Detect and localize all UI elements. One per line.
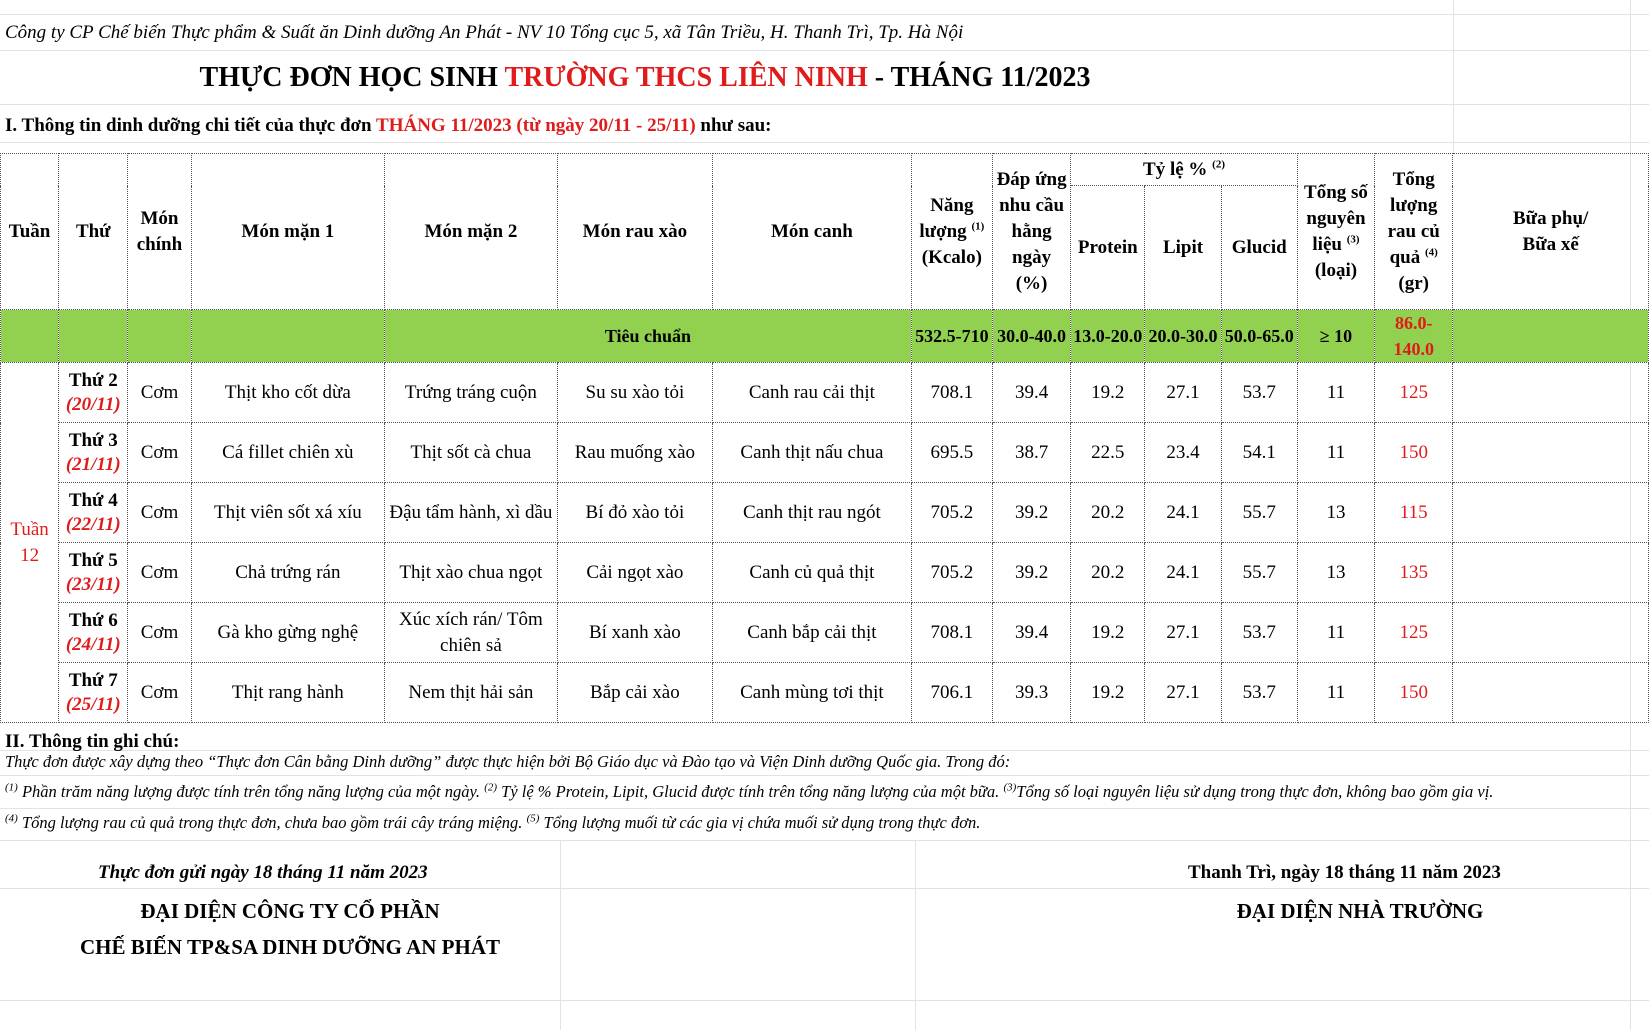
mon-man2-cell: Thịt sốt cà chua [385,423,558,483]
day-date: (20/11) [65,393,121,415]
standard-tong-so: ≥ 10 [1297,310,1374,363]
table-row [1,423,1649,483]
protein-cell: 19.2 [1071,363,1145,423]
tong-so-sup: (3) [1346,233,1360,246]
mon-chinh-cell: Cơm [128,663,191,723]
protein-cell: 19.2 [1071,663,1145,723]
bua-phu-label: Bữa phụ/ [1513,207,1589,229]
mon-canh-cell: Canh mùng tơi thịt [713,663,912,723]
mon-rau-cell: Bắp cải xào [557,663,712,723]
mon-canh-cell: Canh thịt nấu chua [713,423,912,483]
col-header-glucid: Glucid [1221,186,1297,310]
section-1-suffix: như sau: [695,115,772,136]
mon-man2-cell: Xúc xích rán/ Tôm chiên sả [385,603,558,663]
protein-cell: 19.2 [1071,603,1145,663]
nang-luong-unit: (Kcalo) [921,246,982,268]
notes-heading: II. Thông tin ghi chú: [5,731,180,752]
day-name: Thứ 7 [68,669,118,691]
standard-lipit: 20.0-30.0 [1145,310,1221,363]
col-header-thu: Thứ [59,154,128,310]
dap-ung-label: Đáp ứng nhu cầu hằng ngày [996,168,1067,268]
mon-canh-cell: Canh bắp cải thịt [713,603,912,663]
protein-cell: 20.2 [1071,483,1145,543]
tong-so-cell: 11 [1297,663,1374,723]
standard-label: Tiêu chuẩn [385,310,912,363]
nang-luong-cell: 708.1 [911,363,992,423]
glucid-cell: 55.7 [1221,543,1297,603]
tong-so-cell: 13 [1297,543,1374,603]
mon-chinh-cell: Cơm [128,483,191,543]
protein-cell: 22.5 [1071,423,1145,483]
lipit-cell: 24.1 [1145,483,1221,543]
section-1-highlight: THÁNG 11/2023 (từ ngày 20/11 - 25/11) [376,115,696,136]
standard-nang-luong: 532.5-710 [911,310,992,363]
col-header-nang-luong [911,154,992,310]
ty-le-sup: (2) [1212,158,1225,171]
place-date: Thanh Trì, ngày 18 tháng 11 năm 2023 [1188,862,1501,883]
mon-man2-cell: Thịt xào chua ngọt [385,543,558,603]
col-header-tuan: Tuần [1,154,59,310]
mon-man2-cell: Trứng tráng cuộn [385,363,558,423]
standard-protein: 13.0-20.0 [1071,310,1145,363]
col-header-man2: Món mặn 2 [385,154,558,310]
company-rep-line-2: CHẾ BIẾN TP&SA DINH DƯỠNG AN PHÁT [79,935,501,959]
tong-luong-cell: 150 [1375,663,1453,723]
mon-chinh-cell: Cơm [128,423,191,483]
note-line-3: $^{(4)}$ Tổng lượng rau củ quả trong thực đơn, chưa bao gồm trái cây tráng miệng. $^{(5)}$ Tổng lượng muối từ các gia vị chứa muối sử dụng trong thực đơn. [5,812,981,832]
tong-so-unit: (loại) [1314,259,1358,281]
tong-luong-cell: 125 [1375,603,1453,663]
nang-luong-sup: (1) [971,220,985,233]
lipit-cell: 23.4 [1145,423,1221,483]
week-label: Tuần 12 [1,363,59,723]
col-header-protein: Protein [1071,186,1145,310]
table-row [1,483,1649,543]
nang-luong-cell: 708.1 [911,603,992,663]
day-date: (22/11) [65,513,121,535]
glucid-cell: 54.1 [1221,423,1297,483]
day-cell [59,483,128,543]
col-header-ty-le [1071,154,1298,186]
tong-luong-cell: 135 [1375,543,1453,603]
mon-rau-cell: Su su xào tỏi [557,363,712,423]
table-row [1,603,1649,663]
mon-man1-cell: Chả trứng rán [191,543,385,603]
tong-so-label: Tổng số nguyên liệu [1304,181,1368,255]
dap-ung-cell: 39.3 [992,663,1070,723]
day-name: Thứ 2 [68,369,118,391]
day-name: Thứ 5 [68,549,118,571]
dap-ung-unit: (%) [1015,272,1048,294]
standard-glucid: 50.0-65.0 [1221,310,1297,363]
nang-luong-cell: 706.1 [911,663,992,723]
table-row [1,663,1649,723]
bua-phu-cell [1453,363,1649,423]
col-header-mon-chinh: Món chính [128,154,191,310]
title-suffix: - THÁNG 11/2023 [867,62,1091,93]
tong-so-cell: 11 [1297,423,1374,483]
table-header-row [1,154,1649,186]
lipit-cell: 27.1 [1145,363,1221,423]
col-header-rau: Món rau xào [557,154,712,310]
page-title [0,62,1290,94]
tong-luong-label: Tổng lượng rau củ quả [1387,168,1440,268]
school-rep: ĐẠI DIỆN NHÀ TRƯỜNG [1236,899,1484,923]
glucid-cell: 53.7 [1221,363,1297,423]
tong-luong-unit: (gr) [1398,272,1429,294]
day-cell [59,423,128,483]
lipit-cell: 27.1 [1145,663,1221,723]
lipit-cell: 27.1 [1145,603,1221,663]
day-name: Thứ 3 [68,429,118,451]
standard-tong-luong: 86.0-140.0 [1375,310,1453,363]
section-1-prefix: I. Thông tin dinh dưỡng chi tiết của thực đơn [5,115,377,136]
day-cell [59,363,128,423]
col-header-canh: Món canh [713,154,912,310]
standard-dap-ung: 30.0-40.0 [992,310,1070,363]
mon-man1-cell: Thịt viên sốt xá xíu [191,483,385,543]
mon-man2-cell: Đậu tẩm hành, xì dầu [385,483,558,543]
day-cell [59,543,128,603]
col-header-dap-ung [992,154,1070,310]
mon-man1-cell: Thịt rang hành [191,663,385,723]
company-rep-line-1: ĐẠI DIỆN CÔNG TY CỔ PHẦN [140,899,440,923]
section-1-heading [5,115,772,137]
glucid-cell: 53.7 [1221,603,1297,663]
tong-so-cell: 11 [1297,363,1374,423]
mon-chinh-cell: Cơm [128,363,191,423]
bua-phu-cell [1453,423,1649,483]
bua-phu-cell [1453,483,1649,543]
mon-rau-cell: Rau muống xào [557,423,712,483]
table-row [1,543,1649,603]
col-header-bua-phu [1453,154,1649,310]
mon-canh-cell: Canh rau cải thịt [713,363,912,423]
lipit-cell: 24.1 [1145,543,1221,603]
nang-luong-label: Năng lượng [919,194,974,242]
bua-phu-cell [1453,603,1649,663]
col-header-man1: Món mặn 1 [191,154,385,310]
tong-so-cell: 11 [1297,603,1374,663]
bua-phu-cell [1453,663,1649,723]
day-cell [59,603,128,663]
ty-le-label: Tỷ lệ % [1143,158,1208,180]
note-intro: Thực đơn được xây dựng theo “Thực đơn Cân bằng Dinh dưỡng” được thực hiện bởi Bộ Giáo dục và Đào tạo và Viện Dinh dưỡng Quốc gia. Trong đó: [5,752,1011,771]
tong-luong-cell: 115 [1375,483,1453,543]
mon-man2-cell: Nem thịt hải sản [385,663,558,723]
day-cell [59,663,128,723]
company-address: Công ty CP Chế biến Thực phẩm & Suất ăn Dinh dưỡng An Phát - NV 10 Tổng cục 5, xã Tân Triều, H. Thanh Trì, Tp. Hà Nội [5,22,964,43]
col-header-tong-luong [1375,154,1453,310]
day-name: Thứ 4 [68,489,118,511]
mon-chinh-cell: Cơm [128,603,191,663]
glucid-cell: 53.7 [1221,663,1297,723]
protein-cell: 20.2 [1071,543,1145,603]
note-line-2: $^{(1)}$ Phần trăm năng lượng được tính trên tổng năng lượng của một ngày. $^{(2)}$ Tỷ lệ % Protein, Lipit, Glucid được tính trên tổng năng lượng của một bữa. $^{(3)}$Tổng số loại nguyên liệu sử dụng trong thực đơn, không bao gồm gia vị. [5,781,1494,801]
mon-rau-cell: Bí xanh xào [557,603,712,663]
mon-man1-cell: Thịt kho cốt dừa [191,363,385,423]
table-row [1,363,1649,423]
title-prefix: THỰC ĐƠN HỌC SINH [199,62,505,93]
tong-luong-cell: 150 [1375,423,1453,483]
dap-ung-cell: 39.2 [992,483,1070,543]
tong-luong-sup: (4) [1424,246,1438,259]
dap-ung-cell: 39.4 [992,603,1070,663]
dap-ung-cell: 38.7 [992,423,1070,483]
nang-luong-cell: 695.5 [911,423,992,483]
title-school: TRƯỜNG THCS LIÊN NINH [504,62,868,93]
tong-so-cell: 13 [1297,483,1374,543]
standard-row [1,310,1649,363]
dap-ung-cell: 39.2 [992,543,1070,603]
bua-phu-cell [1453,543,1649,603]
glucid-cell: 55.7 [1221,483,1297,543]
day-name: Thứ 6 [68,609,118,631]
nang-luong-cell: 705.2 [911,543,992,603]
bua-xe-label: Bữa xế [1522,233,1579,255]
mon-canh-cell: Canh củ quả thịt [713,543,912,603]
day-date: (23/11) [65,573,121,595]
nang-luong-cell: 705.2 [911,483,992,543]
day-date: (25/11) [65,693,121,715]
sent-date: Thực đơn gửi ngày 18 tháng 11 năm 2023 [98,862,428,883]
mon-man1-cell: Gà kho gừng nghệ [191,603,385,663]
mon-canh-cell: Canh thịt rau ngót [713,483,912,543]
mon-rau-cell: Cải ngọt xào [557,543,712,603]
col-header-lipit: Lipit [1145,186,1221,310]
tong-luong-cell: 125 [1375,363,1453,423]
col-header-tong-so [1297,154,1374,310]
day-date: (21/11) [65,453,121,475]
dap-ung-cell: 39.4 [992,363,1070,423]
mon-man1-cell: Cá fillet chiên xù [191,423,385,483]
mon-rau-cell: Bí đỏ xào tỏi [557,483,712,543]
mon-chinh-cell: Cơm [128,543,191,603]
day-date: (24/11) [65,633,121,655]
menu-table [0,153,1649,723]
